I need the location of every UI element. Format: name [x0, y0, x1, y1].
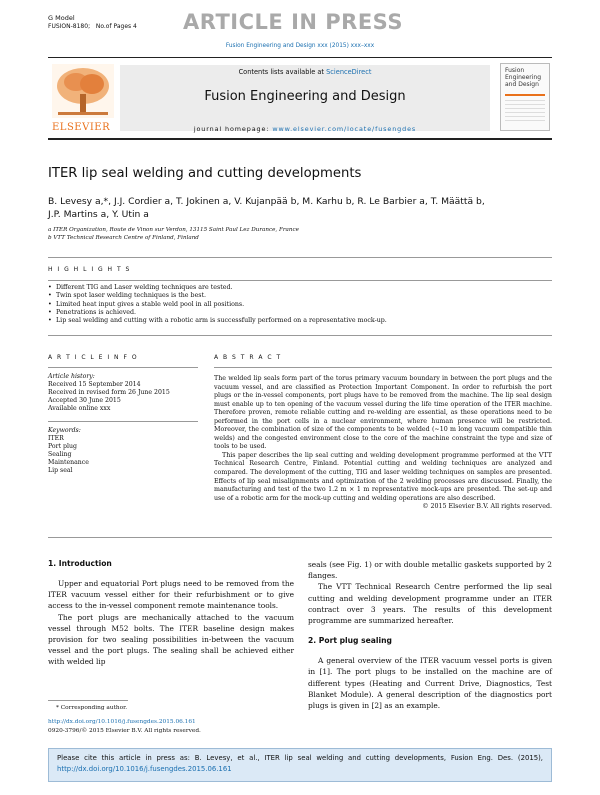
section-2-paragraph-1: A general overview of the ITER vacuum vessel ports is given in [1]. The port plugs to be installed on the machine are of different types (Heating and Current Drive, Diagnostics, Test Blanket Module). A general description of the diagnostics port plugs is given in [2] as an example.	[308, 656, 552, 711]
article-info-heading: A R T I C L E I N F O	[48, 354, 139, 361]
highlight-item: • Penetrations is achieved.	[48, 309, 548, 317]
sciencedirect-link[interactable]: ScienceDirect	[326, 68, 372, 76]
keyword: ITER	[48, 435, 64, 442]
history-revised: Received in revised form 26 June 2015	[48, 389, 170, 396]
article-history	[48, 373, 198, 413]
keyword: Port plug	[48, 443, 77, 450]
authors-line-1: B. Levesy a,*, J.J. Cordier a, T. Jokinen a, V. Kujanpää b, M. Karhu b, R. Le Barbier a, T. Määttä b,	[48, 196, 485, 207]
section-2-title: 2. Port plug sealing	[308, 636, 392, 646]
highlights-list	[48, 284, 548, 325]
highlight-item: • Limited heat input gives a stable weld pool in all positions.	[48, 301, 548, 309]
cover-stripe	[505, 94, 545, 96]
masthead-bottom-rule	[48, 138, 552, 140]
contents-prefix: Contents lists available at	[238, 68, 327, 76]
model-label: G Model	[48, 14, 75, 22]
cover-text-lines	[505, 100, 545, 124]
keywords-label: Keywords:	[48, 427, 81, 434]
right-paragraph-0: seals (see Fig. 1) or with double metallic gaskets supported by 2 flanges.	[308, 560, 552, 581]
abstract-copyright: © 2015 Elsevier B.V. All rights reserved.	[422, 503, 552, 511]
keyword: Sealing	[48, 451, 72, 458]
authors-line-2: J.P. Martins a, Y. Utin a	[48, 209, 149, 220]
homepage-link[interactable]: www.elsevier.com/locate/fusengdes	[272, 125, 417, 133]
footnote-corresponding: * Corresponding author.	[56, 705, 128, 711]
publisher-name: ELSEVIER	[52, 122, 111, 133]
keywords-block	[48, 427, 198, 475]
abstract-body	[214, 375, 552, 512]
section-1-title: 1. Introduction	[48, 559, 112, 568]
right-column	[308, 559, 552, 711]
elsevier-logo	[52, 64, 114, 133]
cite-doi-link[interactable]: http://dx.doi.org/10.1016/j.fusengdes.2015.06.161	[57, 765, 232, 773]
highlight-item: • Lip seal welding and cutting with a robotic arm is successfully performed on a representative mock-up.	[48, 317, 548, 325]
ref-code: FUSION-8180;	[48, 23, 91, 30]
section-1-paragraph-1: Upper and equatorial Port plugs need to be removed from the ITER vacuum vessel either for their refurbishment or to give access to the in-vessel component remote maintenance tools.	[48, 579, 294, 611]
cite-text: Please cite this article in press as: B. Levesy, et al., ITER lip seal welding and cutting developments, Fusion Eng. Des. (2015),	[57, 754, 543, 762]
article-title: ITER lip seal welding and cutting developments	[48, 166, 362, 181]
section-1-paragraph-2: The port plugs are mechanically attached to the vacuum vessel through M52 bolts. The ITER baseline design makes provision for two sealing possibilities in-between the vacuum vessel and the port plugs. The sealing shall be achieved either with welded lip	[48, 612, 294, 667]
affiliation-a: a ITER Organization, Route de Vinon sur Verdon, 13115 Saint Paul Lez Durance, France	[48, 227, 299, 233]
highlight-item: • Twin spot laser welding techniques is the best.	[48, 292, 548, 300]
abstract-paragraph-1: The welded lip seals form part of the torus primary vacuum boundary in between the port plugs and the vacuum vessel, and are classified as Protection Important Component. In order to refurbish the port plugs or the in-vessel components, port plugs have to be removed from the machine. The lip seal design must enable up to ten opening of the vacuum vessel during the life time operation of the ITER machine. Therefore proven, remote reliable cutting and re-welding are essential, as these operations need to be performed in the port cells in a nuclear environment, where human presence will be restricted. Moreover, the combination of size of the components to be welded (~10 m long vacuum compatible thin welds) and the congested environment close to the core of the machine constraint the type and size of tools to be used.	[214, 375, 552, 451]
contents-available	[120, 68, 490, 76]
keywords-rule	[48, 421, 198, 422]
history-online: Available online xxx	[48, 405, 111, 412]
highlights-top-rule	[48, 257, 552, 258]
cite-this-article-box	[48, 748, 552, 782]
footnote-doi-link[interactable]: http://dx.doi.org/10.1016/j.fusengdes.2015.06.161	[48, 719, 196, 725]
abstract-rule	[214, 367, 552, 368]
abstract-heading: A B S T R A C T	[214, 354, 282, 361]
abstract-paragraph-2: This paper describes the lip seal cutting and welding development programme performed at the VTT Technical Research Centre, Finland. Potential cutting and welding techniques are analyzed and compared. The development of the cutting, TIG and laser welding techniques on samples are presented. Effects of lip seal misalignments and optimization of the 2 welding processes are discussed. Finally, the manufacturing and test of the two 1.2 m × 1 m representative mock-ups are presented. The set-up and use of a robotic arm for the mock-up cutting and welding operations are also described.	[214, 451, 552, 502]
journal-cover	[500, 63, 550, 131]
footnote-rule	[48, 700, 128, 701]
highlights-heading: H I G H L I G H T S	[48, 266, 131, 273]
elsevier-tree-icon	[52, 64, 114, 118]
journal-homepage	[120, 125, 490, 133]
journal-citation-line	[0, 43, 600, 49]
page-count: No.of Pages 4	[95, 23, 137, 30]
article-info-rule	[48, 367, 198, 368]
citation-line-text: Fusion Engineering and Design xxx (2015) xxx–xxx	[225, 43, 375, 49]
article-ref	[48, 23, 137, 31]
history-received: Received 15 September 2014	[48, 381, 141, 388]
keyword: Maintenance	[48, 459, 89, 466]
left-column	[48, 559, 294, 668]
highlights-bottom-rule	[48, 335, 552, 336]
journal-name: Fusion Engineering and Design	[204, 89, 406, 104]
right-paragraph-1: The VTT Technical Research Centre performed the lip seal cutting and welding development programme under an ITER contract over 3 years. The results of this development programme are summarized hereafter.	[308, 582, 552, 626]
homepage-prefix: journal homepage:	[193, 125, 273, 133]
keyword: Lip seal	[48, 467, 73, 474]
history-label: Article history:	[48, 373, 95, 380]
article-in-press-banner: ARTICLE IN PRESS	[183, 10, 403, 34]
highlight-item: • Different TIG and Laser welding techniques are tested.	[48, 284, 548, 292]
footnote-issn: 0920-3796/© 2015 Elsevier B.V. All rights reserved.	[48, 728, 201, 734]
affiliation-b: b VTT Technical Research Centre of Finland, Finland	[48, 235, 199, 241]
history-accepted: Accepted 30 June 2015	[48, 397, 121, 404]
masthead-top-rule	[48, 57, 552, 58]
cover-title: Fusion Engineering and Design	[505, 67, 541, 88]
front-matter-rule	[48, 537, 552, 538]
highlights-mid-rule	[48, 280, 552, 281]
